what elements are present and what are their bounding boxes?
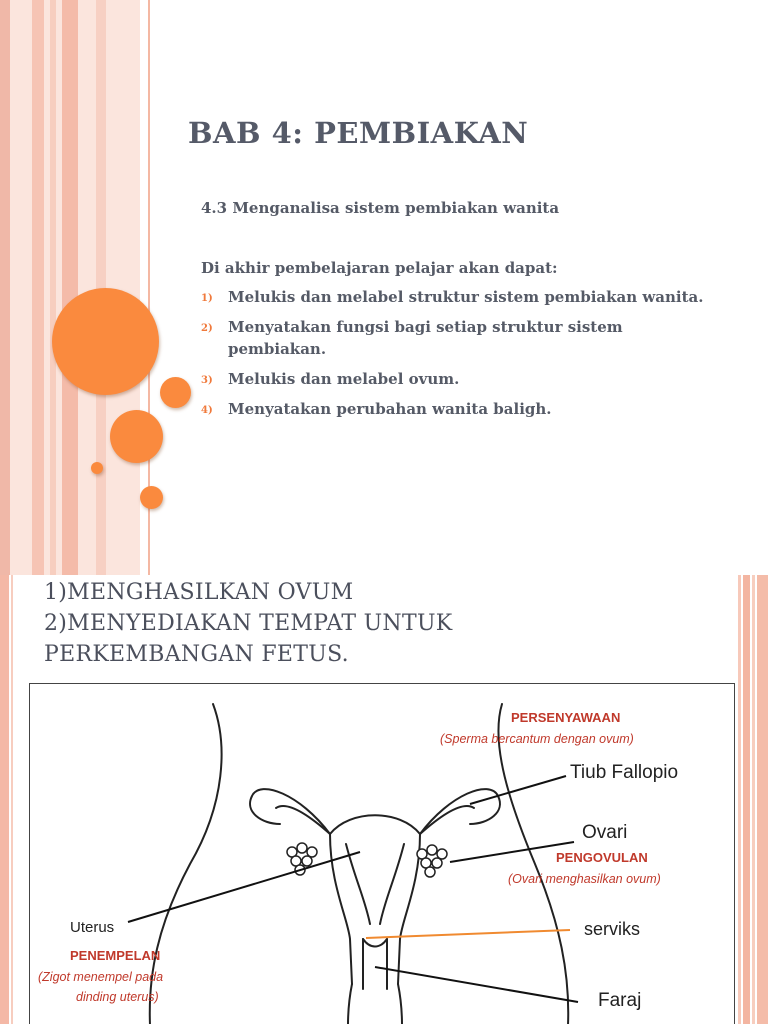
decor-circle-small [91, 462, 103, 474]
list-item [201, 398, 721, 420]
right-ovary-icon [417, 845, 447, 877]
list-number: 1) [201, 293, 213, 304]
uterus-fundus [330, 815, 420, 834]
left-edge-stripe [0, 0, 10, 575]
slide-functions [0, 575, 768, 1024]
left-edge-line [11, 575, 13, 1024]
right-decor-stripe [738, 575, 741, 1024]
ovari-label: Ovari [582, 822, 628, 843]
decor-circle [140, 486, 163, 509]
list-number: 4) [201, 405, 213, 416]
right-decor-stripe [743, 575, 750, 1024]
list-text: Menyatakan perubahan wanita baligh. [228, 400, 552, 418]
uterus-label: Uterus [70, 919, 115, 936]
decor-stripe [62, 0, 78, 575]
list-item [201, 368, 721, 390]
list-text: Melukis dan melabel struktur sistem pembiakan wanita. [228, 288, 704, 306]
uterus-pointer [128, 852, 360, 922]
pengovulan-note: (Ovari menghasilkan ovum) [508, 872, 661, 886]
penempelan-note-line2: dinding uterus) [76, 990, 159, 1004]
list-text: Menyatakan fungsi bagi setiap struktur sistem pembiakan. [228, 318, 623, 358]
heading-line: PERKEMBANGAN FETUS. [44, 642, 349, 667]
list-item [201, 286, 721, 308]
functions-heading [44, 577, 453, 670]
subtitle: 4.3 Menganalisa sistem pembiakan wanita [201, 199, 560, 217]
list-number: 2) [201, 323, 213, 334]
tiub-fallopio-label: Tiub Fallopio [570, 762, 679, 783]
serviks-pointer [366, 930, 570, 938]
decor-circle [110, 410, 163, 463]
faraj-label: Faraj [598, 990, 642, 1011]
decor-circle [160, 377, 191, 408]
right-tube [420, 789, 500, 834]
right-decor-stripe [757, 575, 768, 1024]
decor-stripe [32, 0, 44, 575]
left-tube [250, 789, 330, 834]
objectives-list [201, 286, 721, 428]
intro-text: Di akhir pembelajaran pelajar akan dapat: [201, 259, 558, 277]
heading-line: 2)MENYEDIAKAN TEMPAT UNTUK [44, 611, 453, 636]
pengovulan-label: PENGOVULAN [556, 850, 648, 865]
decor-circle-large [52, 288, 159, 395]
list-number: 3) [201, 375, 213, 386]
decor-stripe [50, 0, 56, 575]
penempelan-label: PENEMPELAN [70, 948, 161, 963]
list-item [201, 316, 721, 360]
left-edge-stripe [0, 575, 9, 1024]
reproductive-system-diagram [29, 683, 735, 1024]
penempelan-note-line1: (Zigot menempel pada [38, 970, 164, 984]
persenyawaan-label: PERSENYAWAAN [511, 710, 621, 725]
heading-line: 1)MENGHASILKAN OVUM [44, 580, 354, 605]
faraj-pointer [375, 967, 578, 1002]
right-decor-stripe [752, 575, 755, 1024]
list-text: Melukis dan melabel ovum. [228, 370, 460, 388]
serviks-label: serviks [584, 919, 641, 939]
page-title: BAB 4: PEMBIAKAN [188, 116, 529, 150]
persenyawaan-note: (Sperma bercantum dengan ovum) [440, 732, 634, 746]
